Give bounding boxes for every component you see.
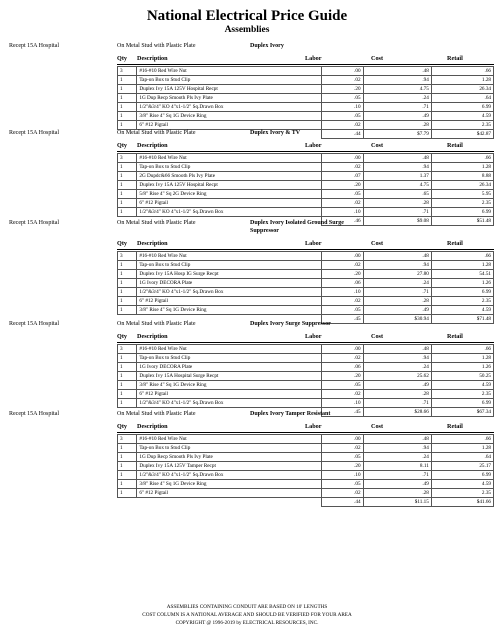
cost-cell: .48 [363,154,431,163]
qty-cell: 1 [118,270,137,279]
qty-cell: 3 [118,67,137,76]
column-header-description: Description [137,423,168,430]
description-cell: #16-#10 Red Wire Nut [137,435,321,444]
labor-cell: .02 [321,121,363,130]
items-table [117,251,494,324]
labor-cell: .10 [321,471,363,480]
labor-cell: .05 [321,190,363,199]
retail-cell: 1.28 [431,354,493,363]
table-row [118,85,494,94]
footer-line: COST COLUMN IS A NATIONAL AVERAGE AND SHOULD BE VERIFIED FOR YOUR AREA [142,612,352,618]
retail-cell: .64 [431,94,493,103]
table-row [118,76,494,85]
cost-cell: .28 [363,489,431,498]
retail-cell: .66 [431,154,493,163]
description-cell: Duplex Ivy 15A 125V Tamper Recpt [137,462,321,471]
items-table [117,434,494,507]
column-header-qty: Qty [117,142,127,149]
retail-cell: 4.59 [431,112,493,121]
column-header-labor: Labor [305,423,322,430]
retail-cell: 4.59 [431,381,493,390]
assembly-name: Duplex Ivory Surge Suppressor [250,321,331,327]
retail-cell: 1.26 [431,279,493,288]
cost-cell: 27.80 [363,270,431,279]
table-row [118,444,494,453]
qty-cell: 1 [118,181,137,190]
description-cell: Tap-on Box to Stud Clip [137,444,321,453]
table-row [118,453,494,462]
retail-cell: 2.35 [431,489,493,498]
assembly-mounting: On Metal Stud with Plastic Plate [117,43,196,49]
retail-cell: 4.59 [431,480,493,489]
qty-cell: 1 [118,208,137,217]
table-row [118,462,494,471]
description-cell: 1/2"&3/4" KO 4"x1-1/2" Sq.Drawn Box [137,208,321,217]
labor-cell: .05 [321,381,363,390]
description-cell: #16-#10 Red Wire Nut [137,67,321,76]
cost-cell: 4.75 [363,181,431,190]
qty-cell: 1 [118,279,137,288]
labor-cell: .05 [321,94,363,103]
table-row [118,372,494,381]
labor-cell: .00 [321,252,363,261]
column-header-description: Description [137,333,168,340]
description-cell: 1/2"&3/4" KO 4"x1-1/2" Sq.Drawn Box [137,103,321,112]
column-header-labor: Labor [305,333,322,340]
qty-cell: 1 [118,199,137,208]
labor-cell: .02 [321,76,363,85]
qty-cell: 1 [118,390,137,399]
page-subtitle: Assemblies [224,25,270,35]
qty-cell: 1 [118,190,137,199]
retail-cell: 54.51 [431,270,493,279]
description-cell: 3/8" Rise 4" Sq 1G Device Ring [137,112,321,121]
table-row [118,94,494,103]
labor-cell: .20 [321,462,363,471]
total-cost: $30.94 [363,315,431,324]
cost-cell: .94 [363,444,431,453]
assembly-mounting: On Metal Stud with Plastic Plate [117,411,196,417]
table-row [118,471,494,480]
cost-cell: .28 [363,199,431,208]
labor-cell: .05 [321,112,363,121]
retail-cell: .66 [431,345,493,354]
labor-cell: .05 [321,306,363,315]
retail-cell: 1.26 [431,363,493,372]
total-cost: $9.08 [363,217,431,226]
labor-cell: .10 [321,103,363,112]
description-cell: 1G Ivory DECORA Plate [137,363,321,372]
column-header-cost: Cost [371,55,384,62]
table-row [118,181,494,190]
description-cell: Tap-on Box to Stud Clip [137,76,321,85]
column-header-description: Description [137,142,168,149]
header-rule [117,151,494,152]
labor-cell: .07 [321,172,363,181]
assembly-name: Duplex Ivory & TV [250,130,301,136]
table-row [118,297,494,306]
retail-cell: .64 [431,453,493,462]
assembly-mounting: On Metal Stud with Plastic Plate [117,130,196,136]
description-cell: 1/2"&3/4" KO 4"x1-1/2" Sq.Drawn Box [137,471,321,480]
assembly-location: Recept 15A Hospital [9,43,59,49]
total-cost: $11.15 [363,498,431,507]
cost-cell: .71 [363,399,431,408]
cost-cell: 25.62 [363,372,431,381]
table-row [118,381,494,390]
qty-cell: 1 [118,381,137,390]
column-header-labor: Labor [305,142,322,149]
column-header-retail: Retail [447,423,463,430]
qty-cell: 1 [118,471,137,480]
retail-cell: 8.88 [431,172,493,181]
qty-cell: 1 [118,94,137,103]
retail-cell: 1.28 [431,163,493,172]
cost-cell: .49 [363,112,431,121]
labor-cell: .02 [321,261,363,270]
cost-cell: .94 [363,163,431,172]
description-cell: 5/8" Rise 4" Sq 2G Device Ring [137,190,321,199]
description-cell: 3/8" Rise 4" Sq 1G Device Ring [137,480,321,489]
column-header-qty: Qty [117,240,127,247]
qty-cell: 1 [118,489,137,498]
qty-cell: 1 [118,480,137,489]
retail-cell: 4.59 [431,306,493,315]
labor-cell: .00 [321,154,363,163]
total-labor: .44 [321,130,363,139]
labor-cell: .20 [321,85,363,94]
qty-cell: 1 [118,306,137,315]
cost-cell: .24 [363,279,431,288]
qty-cell: 1 [118,288,137,297]
column-header-cost: Cost [371,423,384,430]
header-rule [117,342,494,343]
cost-cell: .49 [363,306,431,315]
column-header-description: Description [137,240,168,247]
qty-cell: 1 [118,444,137,453]
table-row [118,480,494,489]
retail-cell: 6.99 [431,399,493,408]
labor-cell: .20 [321,372,363,381]
description-cell: 1G Dup Recp Smooth Pls Ivy Plate [137,94,321,103]
qty-cell: 1 [118,261,137,270]
cost-cell: .94 [363,76,431,85]
table-row [118,270,494,279]
column-header-retail: Retail [447,240,463,247]
description-cell: Tap-on Box to Stud Clip [137,354,321,363]
assembly-location: Recept 15A Hospital [9,130,59,136]
cost-cell: .49 [363,381,431,390]
cost-cell: .24 [363,453,431,462]
qty-cell: 1 [118,354,137,363]
labor-cell: .02 [321,297,363,306]
retail-cell: 25.17 [431,462,493,471]
cost-cell: .49 [363,480,431,489]
total-retail: $51.48 [431,217,493,226]
cost-cell: .94 [363,261,431,270]
labor-cell: .10 [321,399,363,408]
column-header-retail: Retail [447,142,463,149]
labor-cell: .00 [321,67,363,76]
qty-cell: 1 [118,372,137,381]
table-row [118,489,494,498]
qty-cell: 1 [118,85,137,94]
table-row [118,279,494,288]
column-header-retail: Retail [447,333,463,340]
blank-cell [137,498,321,507]
retail-cell: 2.35 [431,390,493,399]
qty-cell: 1 [118,363,137,372]
cost-cell: .24 [363,94,431,103]
header-rule [117,64,494,65]
retail-cell: 6.99 [431,208,493,217]
total-labor: .45 [321,315,363,324]
cost-cell: .48 [363,252,431,261]
labor-cell: .02 [321,354,363,363]
labor-cell: .02 [321,390,363,399]
table-row [118,172,494,181]
retail-cell: 6.99 [431,288,493,297]
description-cell: 6" #12 Pigtail [137,297,321,306]
qty-cell: 1 [118,297,137,306]
qty-cell: 1 [118,121,137,130]
total-cost: $7.79 [363,130,431,139]
description-cell: 1/2"&3/4" KO 4"x1-1/2" Sq.Drawn Box [137,288,321,297]
assembly-location: Recept 15A Hospital [9,411,59,417]
qty-cell: 1 [118,112,137,121]
description-cell: 2G Dupdc&66 Smooth Pls Ivy Plate [137,172,321,181]
description-cell: Duplex Ivy 15A Hospital Surge Recpt [137,372,321,381]
labor-cell: .10 [321,288,363,297]
total-labor: .46 [321,217,363,226]
table-row [118,112,494,121]
cost-cell: .71 [363,208,431,217]
labor-cell: .00 [321,435,363,444]
qty-cell: 1 [118,163,137,172]
cost-cell: .28 [363,297,431,306]
total-retail: $42.87 [431,130,493,139]
column-header-retail: Retail [447,55,463,62]
retail-cell: 2.35 [431,297,493,306]
table-row [118,435,494,444]
description-cell: 6" #12 Pigtail [137,489,321,498]
table-row [118,288,494,297]
total-retail: $67.34 [431,408,493,417]
description-cell: Duplex Ivy 15A Hosp IG Surge Recpt [137,270,321,279]
cost-cell: .71 [363,471,431,480]
cost-cell: .48 [363,345,431,354]
blank-cell [118,498,137,507]
total-retail: $41.66 [431,498,493,507]
assembly-name: Duplex Ivory [250,43,284,49]
table-row [118,103,494,112]
retail-cell: 6.99 [431,103,493,112]
cost-cell: .28 [363,390,431,399]
qty-cell: 1 [118,103,137,112]
labor-cell: .02 [321,489,363,498]
description-cell: #16-#10 Red Wire Nut [137,345,321,354]
table-row [118,190,494,199]
labor-cell: .02 [321,163,363,172]
totals-row [118,498,494,507]
retail-cell: .66 [431,67,493,76]
assembly-location: Recept 15A Hospital [9,321,59,327]
qty-cell: 1 [118,462,137,471]
items-table [117,153,494,226]
labor-cell: .05 [321,480,363,489]
qty-cell: 3 [118,252,137,261]
labor-cell: .00 [321,345,363,354]
cost-cell: .24 [363,363,431,372]
column-header-labor: Labor [305,55,322,62]
cost-cell: 4.75 [363,85,431,94]
table-row [118,390,494,399]
description-cell: 3/8" Rise 4" Sq 1G Device Ring [137,306,321,315]
table-row [118,252,494,261]
header-rule [117,249,494,250]
retail-cell: 1.28 [431,444,493,453]
retail-cell: 26.34 [431,85,493,94]
header-rule [117,432,494,433]
retail-cell: 1.28 [431,261,493,270]
labor-cell: .20 [321,270,363,279]
labor-cell: .06 [321,279,363,288]
assembly-mounting: On Metal Stud with Plastic Plate [117,321,196,327]
column-header-qty: Qty [117,333,127,340]
footer-line: ASSEMBLIES CONTAINING CONDUIT ARE BASED ON 10' LENGTHS [166,604,328,610]
table-row [118,399,494,408]
total-cost: $28.66 [363,408,431,417]
retail-cell: 2.35 [431,121,493,130]
assembly-location: Recept 15A Hospital [9,220,59,226]
description-cell: Tap-on Box to Stud Clip [137,261,321,270]
description-cell: Duplex Ivy 15A 125V Hospital Recpt [137,85,321,94]
description-cell: 1/2"&3/4" KO 4"x1-1/2" Sq.Drawn Box [137,399,321,408]
labor-cell: .02 [321,444,363,453]
labor-cell: .20 [321,181,363,190]
retail-cell: 5.95 [431,190,493,199]
description-cell: 6" #12 Pigtail [137,390,321,399]
description-cell: #16-#10 Red Wire Nut [137,154,321,163]
qty-cell: 3 [118,435,137,444]
retail-cell: 26.34 [431,181,493,190]
retail-cell: 6.99 [431,471,493,480]
column-header-description: Description [137,55,168,62]
labor-cell: .06 [321,363,363,372]
labor-cell: .05 [321,453,363,462]
description-cell: 6" #12 Pigtail [137,121,321,130]
qty-cell: 3 [118,154,137,163]
footer-line: COPYRIGHT @ 1996-2019 by ELECTRICAL RESOURCES, INC. [175,620,319,626]
column-header-qty: Qty [117,55,127,62]
cost-cell: 1.37 [363,172,431,181]
labor-cell: .10 [321,208,363,217]
total-retail: $71.48 [431,315,493,324]
page-title: National Electrical Price Guide [146,8,348,24]
column-header-cost: Cost [371,240,384,247]
cost-cell: .65 [363,190,431,199]
qty-cell: 1 [118,172,137,181]
retail-cell: 50.25 [431,372,493,381]
column-header-qty: Qty [117,423,127,430]
description-cell: #16-#10 Red Wire Nut [137,252,321,261]
table-row [118,306,494,315]
cost-cell: .71 [363,103,431,112]
cost-cell: .94 [363,354,431,363]
retail-cell: .66 [431,435,493,444]
retail-cell: 1.28 [431,76,493,85]
cost-cell: .28 [363,121,431,130]
description-cell: Tap-on Box to Stud Clip [137,163,321,172]
cost-cell: .48 [363,435,431,444]
labor-cell: .02 [321,199,363,208]
total-labor: .44 [321,498,363,507]
table-row [118,208,494,217]
description-cell: 1G Ivory DECORA Plate [137,279,321,288]
table-row [118,67,494,76]
assembly-name: Duplex Ivory Tamper Resistant [250,411,331,417]
table-row [118,354,494,363]
cost-cell: .71 [363,288,431,297]
description-cell: Duplex Ivy 15A 125V Hospital Recpt [137,181,321,190]
total-labor: .45 [321,408,363,417]
table-row [118,345,494,354]
table-row [118,261,494,270]
cost-cell: 8.11 [363,462,431,471]
cost-cell: .48 [363,67,431,76]
table-row [118,199,494,208]
qty-cell: 1 [118,76,137,85]
column-header-labor: Labor [305,240,322,247]
items-table [117,344,494,417]
description-cell: 3/8" Rise 4" Sq 1G Device Ring [137,381,321,390]
qty-cell: 3 [118,345,137,354]
assembly-name: Duplex Ivory Isolated Ground Surge Suppressor [250,220,344,234]
qty-cell: 1 [118,399,137,408]
table-row [118,154,494,163]
retail-cell: .66 [431,252,493,261]
column-header-cost: Cost [371,333,384,340]
description-cell: 1G Dup Recp Smooth Pls Ivy Plate [137,453,321,462]
table-row [118,363,494,372]
table-row [118,163,494,172]
qty-cell: 1 [118,453,137,462]
description-cell: 6" #12 Pigtail [137,199,321,208]
assembly-mounting: On Metal Stud with Plastic Plate [117,220,196,226]
retail-cell: 2.35 [431,199,493,208]
column-header-cost: Cost [371,142,384,149]
